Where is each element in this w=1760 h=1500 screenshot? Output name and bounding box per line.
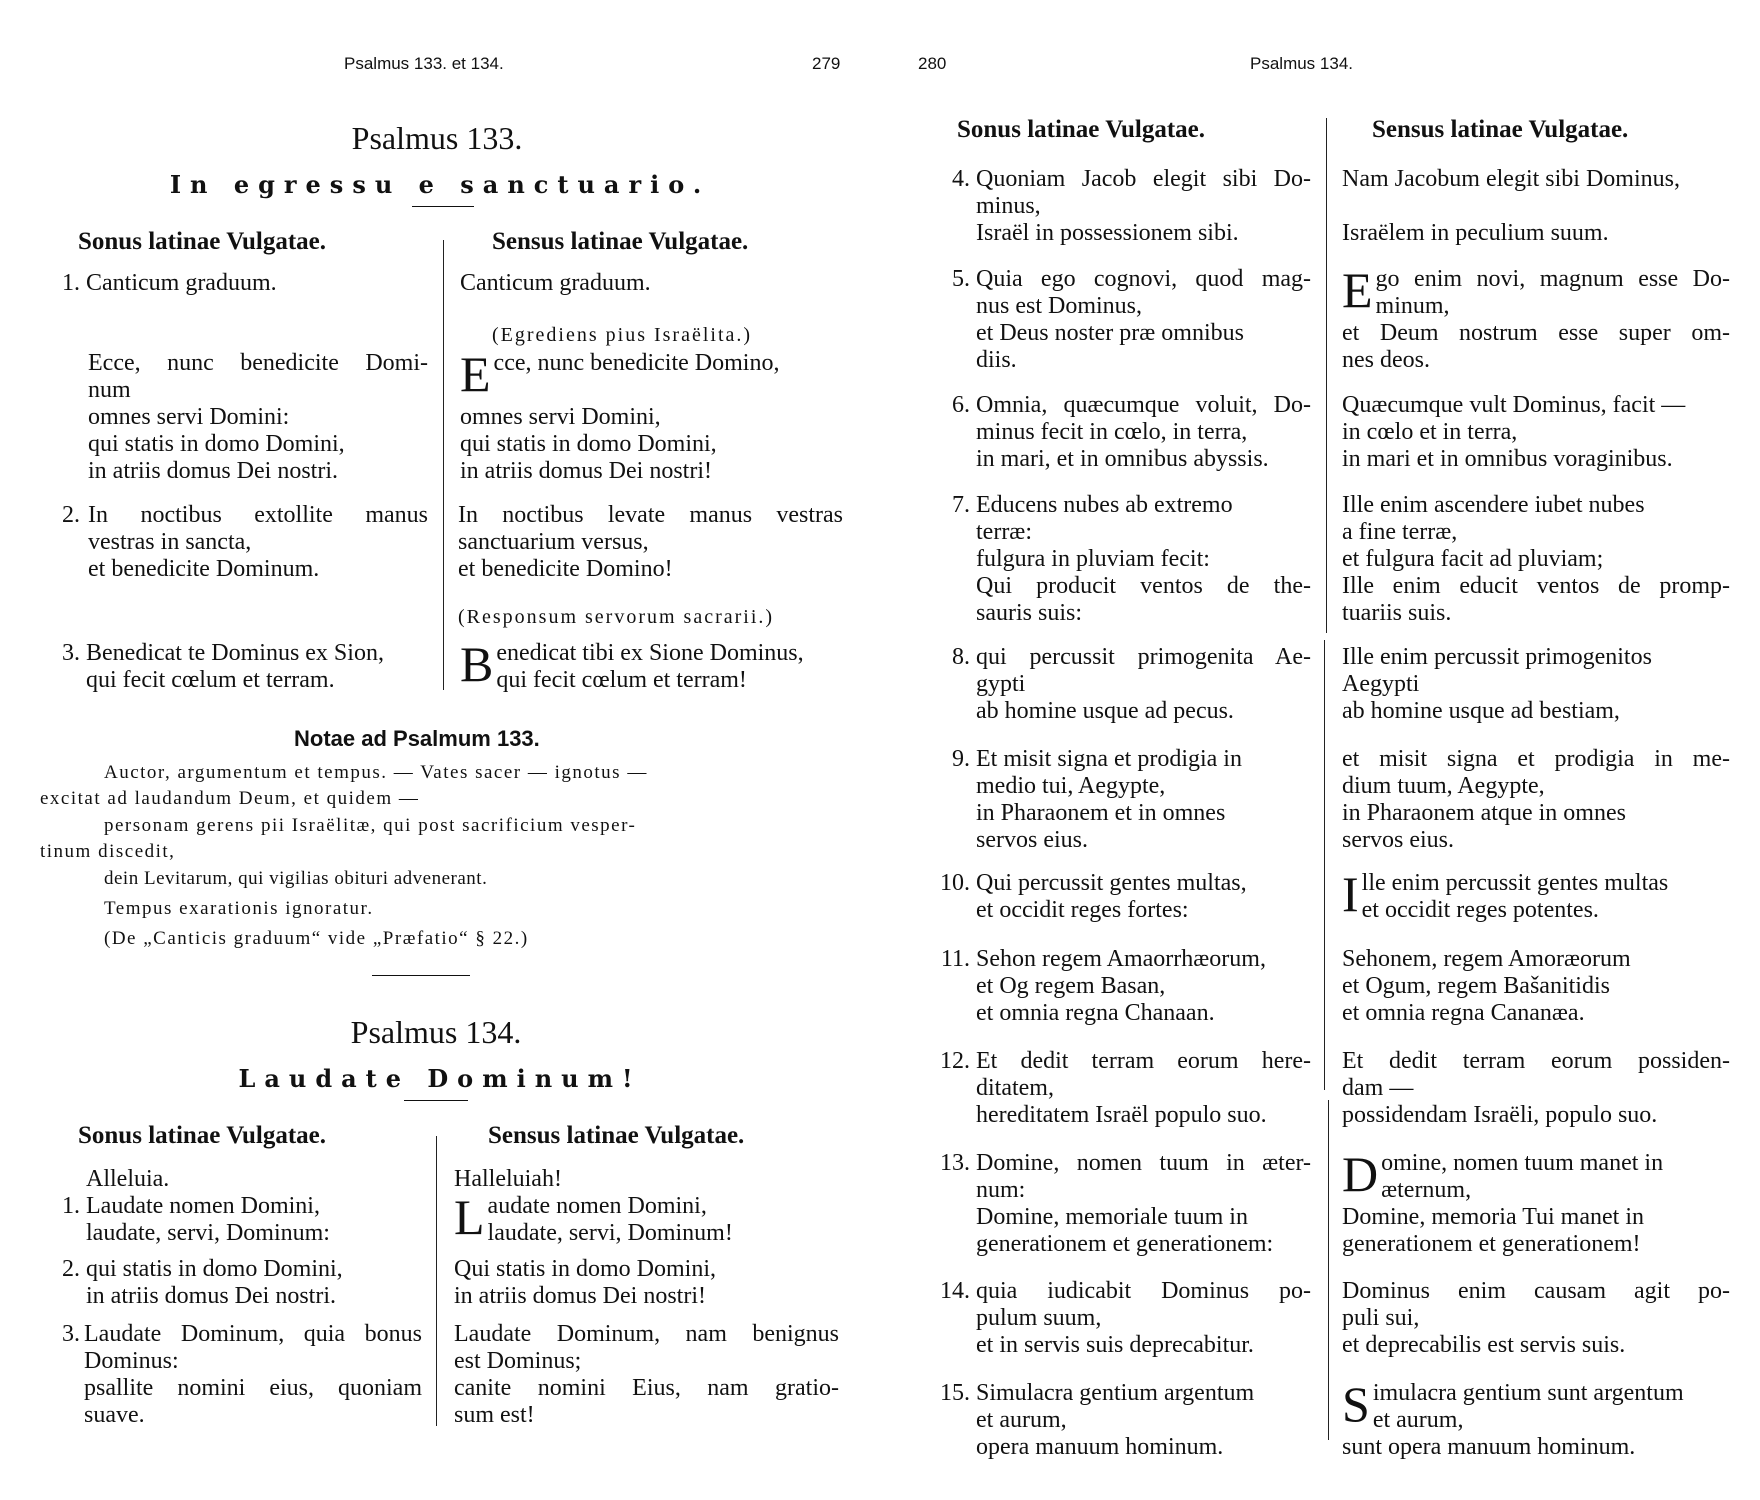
verse-line: servos eius. — [976, 827, 1088, 853]
verse-line: Benedicat te Dominus ex Sion, — [86, 640, 384, 666]
verse-line: num: — [976, 1177, 1026, 1203]
verse-line: tuariis suis. — [1342, 600, 1452, 626]
note-line: excitat ad laudandum Deum, et quidem — — [40, 788, 420, 809]
verse-line: et occidit reges potentes. — [1361, 897, 1599, 923]
verse-line — [460, 377, 840, 404]
rubric-text: (Responsum servorum sacrarii.) — [458, 606, 775, 628]
verse-number: 3. — [62, 640, 80, 666]
verse-line: Et misit signa et prodigia in — [976, 746, 1242, 772]
note-line: personam gerens pii Israëlitæ, qui post sacrificium vesper- — [104, 815, 637, 836]
verse-line: in atriis domus Dei nostri! — [454, 1283, 706, 1309]
verse-line: Canticum graduum. — [86, 270, 277, 296]
verse-line: Sehon regem Amaorrhæorum, — [976, 946, 1266, 972]
verse-line: omnes servi Domini: — [88, 404, 290, 430]
drop-cap: S — [1342, 1376, 1370, 1432]
verse-line: et Deus noster præ omnibus — [976, 320, 1244, 346]
verse-line: gypti — [976, 671, 1026, 697]
verse-number: 14. — [940, 1278, 970, 1304]
verse-line: qui fecit cœlum et terram! — [496, 667, 747, 693]
verse-line: qui statis in domo Domini, — [88, 431, 345, 457]
verse-line: Ille enim educit ventos de promp- — [1342, 573, 1730, 599]
verse-line: diis. — [976, 347, 1017, 373]
verse-line: sanctuarium versus, — [458, 529, 649, 555]
verse-line: ab homine usque ad bestiam, — [1342, 698, 1620, 724]
verse-line: Dominus enim causam agit po- — [1342, 1278, 1730, 1304]
drop-cap: I — [1342, 866, 1359, 922]
verse-12-sonus — [940, 1048, 1311, 1129]
column-divider — [1326, 118, 1327, 633]
verse-3-sensus — [454, 1321, 839, 1429]
verse-4-sonus — [952, 166, 1311, 247]
note-line: tinum discedit, — [40, 841, 176, 862]
verse-line: Israëlem in peculium suum. — [1342, 220, 1609, 246]
verse-8-sensus — [1342, 644, 1730, 725]
note-line: Tempus exarationis ignoratur. — [104, 898, 374, 919]
verse-number: 6. — [952, 392, 970, 418]
notes-heading: Notae ad Psalmum 133. — [294, 726, 540, 751]
divider — [404, 1100, 468, 1101]
verse-7-sonus — [952, 492, 1311, 627]
verse-number: 3. — [62, 1321, 80, 1347]
verse-line: Quæcumque vult Dominus, facit — — [1342, 392, 1686, 418]
verse-line: Ille enim ascendere iubet nubes — [1342, 492, 1645, 518]
verse-line: laudate, servi, Dominum! — [487, 1220, 733, 1246]
verse-line: et deprecabilis est servis suis. — [1342, 1332, 1626, 1358]
verse-3-sensus — [460, 636, 845, 694]
verse-line: cce, nunc benedicite Domino, — [493, 350, 780, 376]
verse-line: Qui producit ventos de the- — [976, 573, 1311, 599]
verse-line: sauris suis: — [976, 600, 1083, 626]
verse-3-sonus — [62, 1321, 422, 1429]
verse-line: suave. — [84, 1402, 145, 1428]
verse-line: Domine, memoriale tuum in — [976, 1204, 1248, 1230]
verse-1-sonus — [62, 270, 426, 297]
verse-line: et omnia regna Cananæa. — [1342, 1000, 1585, 1026]
verse-5-sensus — [1342, 262, 1730, 374]
verse-number: 1. — [62, 1193, 80, 1219]
verse-line: omine, nomen tuum manet in — [1381, 1150, 1664, 1176]
verse-11-sonus — [940, 946, 1311, 1027]
verse-7-sensus — [1342, 492, 1730, 627]
note-line: (De „Canticis graduum“ vide „Præfatio“ § 22.) — [104, 928, 529, 949]
column-divider — [1328, 1100, 1329, 1440]
verse-line: æternum, — [1381, 1177, 1472, 1203]
verse-number: 9. — [952, 746, 970, 772]
verse-line: in cœlo et in terra, — [1342, 419, 1518, 445]
rubric — [492, 322, 842, 349]
verse-line: Laudate Dominum, quia bonus — [84, 1321, 422, 1347]
verse-line: est Dominus; — [454, 1348, 582, 1374]
verse-line: in atriis domus Dei nostri! — [460, 458, 712, 484]
verse-line: minus fecit in cœlo, in terra, — [976, 419, 1248, 445]
running-head: Psalmus 133. et 134. — [344, 54, 504, 73]
verse-2-sensus — [454, 1256, 834, 1310]
verse-line: qui percussit primogenita Ae- — [976, 644, 1311, 670]
verse-line: terræ: — [976, 519, 1032, 545]
verse-line: omnes servi Domini, — [460, 404, 661, 430]
verse-line: dium tuum, Aegypte, — [1342, 773, 1545, 799]
verse-14-sensus — [1342, 1278, 1730, 1359]
verse-line: minum, — [1375, 293, 1450, 319]
column-head-sonus: Sonus latinae Vulgatae. — [78, 228, 326, 255]
verse-line: sunt opera manuum hominum. — [1342, 1434, 1636, 1460]
psalm-title: Psalmus 134. — [350, 1014, 522, 1050]
verse-line: Et dedit terram eorum here- — [976, 1048, 1311, 1074]
verse-line: Ecce, nunc benedicite Domi- — [88, 350, 428, 376]
verse-10-sensus — [1342, 866, 1730, 924]
verse-13-sonus — [940, 1150, 1311, 1258]
verse-line: et in servis suis deprecabitur. — [976, 1332, 1254, 1358]
verse-line: Halleluiah! — [454, 1166, 562, 1192]
verse-number: 1. — [62, 270, 80, 296]
verse-line: et benedicite Dominum. — [88, 556, 320, 582]
verse-number: 11. — [940, 946, 970, 972]
verse-line: qui statis in domo Domini, — [460, 431, 717, 457]
verse-line: Nam Jacobum elegit sibi Dominus, — [1342, 166, 1680, 192]
verse-line: minus, — [976, 193, 1041, 219]
verse-11-sensus — [1342, 946, 1730, 1027]
verse-line: generationem et generationem! — [1342, 1231, 1641, 1257]
verse-line: ab homine usque ad pecus. — [976, 698, 1234, 724]
verse-line: fulgura in pluviam fecit: — [976, 546, 1210, 572]
verse-line: lle enim percussit gentes multas — [1361, 870, 1669, 896]
verse-2-sensus — [458, 502, 843, 583]
column-divider — [436, 1136, 437, 1426]
psalm-title: Psalmus 133. — [351, 120, 523, 156]
psalm-subtitle: Laudate Dominum! — [238, 1064, 642, 1093]
verse-number: 15. — [940, 1380, 970, 1406]
column-divider — [1324, 640, 1325, 1090]
verse-line: qui fecit cœlum et terram. — [86, 667, 335, 693]
page-number: 279 — [812, 54, 841, 73]
column-head-sonus: Sonus latinae Vulgatae. — [78, 1122, 326, 1149]
verse-line: audate nomen Domini, — [487, 1193, 707, 1219]
verse-line: opera manuum hominum. — [976, 1434, 1224, 1460]
verse-1-sensus — [460, 270, 840, 297]
verse-line: generationem et generationem: — [976, 1231, 1274, 1257]
verse-line: quia iudicabit Dominus po- — [976, 1278, 1311, 1304]
verse-line: et aurum, — [976, 1407, 1067, 1433]
drop-cap: E — [1342, 262, 1373, 318]
verse-line: hereditatem Israël populo suo. — [976, 1102, 1267, 1128]
verse-line: nes deos. — [1342, 347, 1430, 373]
verse-0-sensus — [454, 1166, 834, 1193]
psalm-subtitle: In egressu e sanctuario. — [169, 170, 711, 199]
verse-line: puli sui, — [1342, 1305, 1420, 1331]
verse-line: Sehonem, regem Amoræorum — [1342, 946, 1631, 972]
verse-4-sensus — [1342, 166, 1730, 247]
verse-line: go enim novi, magnum esse Do- — [1375, 266, 1730, 292]
verse-1b-sonus — [88, 350, 428, 485]
verse-line: in mari et in omnibus voraginibus. — [1342, 446, 1673, 472]
verse-line: a fine terræ, — [1342, 519, 1458, 545]
verse-number: 12. — [940, 1048, 970, 1074]
verse-line: qui statis in domo Domini, — [86, 1256, 343, 1282]
verse-line: Dominus: — [84, 1348, 179, 1374]
verse-line: laudate, servi, Dominum: — [86, 1220, 330, 1246]
verse-line: canite nomini Eius, nam gratio- — [454, 1375, 839, 1401]
verse-line: Domine, nomen tuum in æter- — [976, 1150, 1311, 1176]
verse-line: servos eius. — [1342, 827, 1454, 853]
column-head-sensus: Sensus latinae Vulgatae. — [488, 1122, 745, 1149]
verse-number: 10. — [940, 870, 970, 896]
verse-14-sonus — [940, 1278, 1311, 1359]
verse-line: medio tui, Aegypte, — [976, 773, 1166, 799]
verse-6-sonus — [952, 392, 1311, 473]
divider — [412, 206, 474, 207]
verse-number: 13. — [940, 1150, 970, 1176]
verse-2-sonus — [62, 1256, 416, 1310]
verse-8-sonus — [952, 644, 1311, 725]
page-number: 280 — [918, 54, 947, 73]
verse-9-sonus — [952, 746, 1311, 854]
verse-line: Laudate Dominum, nam benignus — [454, 1321, 839, 1347]
verse-line: Alleluia. — [86, 1166, 170, 1192]
drop-cap: L — [454, 1189, 485, 1245]
verse-line: et fulgura facit ad pluviam; — [1342, 546, 1604, 572]
verse-line: vestras in sancta, — [88, 529, 252, 555]
verse-line: Quoniam Jacob elegit sibi Do- — [976, 166, 1311, 192]
verse-line: nus est Dominus, — [976, 293, 1143, 319]
verse-line: in atriis domus Dei nostri. — [88, 458, 338, 484]
verse-line: psallite nomini eius, quoniam — [84, 1375, 422, 1401]
verse-number: 5. — [952, 266, 970, 292]
verse-line: et Deum nostrum esse super om- — [1342, 320, 1730, 346]
verse-number: 4. — [952, 166, 970, 192]
drop-cap: B — [460, 636, 494, 692]
note-line: dein Levitarum, qui vigilias obituri advenerant. — [104, 868, 488, 889]
verse-line: et omnia regna Chanaan. — [976, 1000, 1215, 1026]
verse-15-sensus — [1342, 1376, 1730, 1461]
verse-number: 2. — [62, 1256, 80, 1282]
verse-1-sonus — [62, 1193, 416, 1247]
verse-line: Educens nubes ab extremo — [976, 492, 1233, 518]
verse-5-sonus — [952, 266, 1311, 374]
verse-2-sonus — [62, 502, 428, 583]
verse-line: Simulacra gentium argentum — [976, 1380, 1255, 1406]
verse-line: et misit signa et prodigia in me- — [1342, 746, 1730, 772]
verse-line: possidendam Israëli, populo suo. — [1342, 1102, 1658, 1128]
drop-cap: D — [1342, 1146, 1379, 1202]
rubric-text: (Egrediens pius Israëlita.) — [492, 324, 753, 346]
verse-13-sensus — [1342, 1146, 1730, 1258]
verse-line: Qui percussit gentes multas, — [976, 870, 1247, 896]
verse-line: in atriis domus Dei nostri. — [86, 1283, 336, 1309]
verse-line: dam — — [1342, 1075, 1414, 1101]
drop-cap: E — [460, 346, 491, 402]
verse-9-sensus — [1342, 746, 1730, 854]
verse-line: Laudate nomen Domini, — [86, 1193, 320, 1219]
verse-line — [1342, 193, 1730, 220]
verse-line: Et dedit terram eorum possiden- — [1342, 1048, 1730, 1074]
column-head-sonus: Sonus latinae Vulgatae. — [957, 116, 1205, 143]
right-page — [880, 0, 1760, 1500]
verse-line: et aurum, — [1372, 1407, 1464, 1433]
verse-line: sum est! — [454, 1402, 535, 1428]
verse-line: ditatem, — [976, 1075, 1054, 1101]
verse-line: Ille enim percussit primogenitos — [1342, 644, 1652, 670]
verse-line: Omnia, quæcumque voluit, Do- — [976, 392, 1311, 418]
verse-line: Canticum graduum. — [460, 270, 651, 296]
verse-line: imulacra gentium sunt argentum — [1372, 1380, 1684, 1406]
verse-line: num — [88, 377, 131, 403]
verse-15-sonus — [940, 1380, 1311, 1461]
rubric — [458, 604, 843, 631]
column-head-sensus: Sensus latinae Vulgatae. — [492, 228, 749, 255]
verse-line: In noctibus extollite manus — [88, 502, 428, 528]
verse-line: in Pharaonem atque in omnes — [1342, 800, 1626, 826]
verse-number: 2. — [62, 502, 80, 528]
column-divider — [443, 240, 444, 690]
verse-line: in Pharaonem et in omnes — [976, 800, 1226, 826]
note-line: Auctor, argumentum et tempus. — Vates sacer — ignotus — — [104, 762, 648, 783]
verse-1-sensus — [454, 1189, 834, 1247]
divider — [372, 975, 470, 976]
verse-6-sensus — [1342, 392, 1730, 473]
verse-line: et Og regem Basan, — [976, 973, 1166, 999]
verse-line: Quia ego cognovi, quod mag- — [976, 266, 1311, 292]
verse-line: Qui statis in domo Domini, — [454, 1256, 717, 1282]
column-head-sensus: Sensus latinae Vulgatae. — [1372, 116, 1629, 143]
verse-line: Aegypti — [1342, 671, 1420, 697]
running-head: Psalmus 134. — [1250, 54, 1353, 73]
verse-line: pulum suum, — [976, 1305, 1102, 1331]
verse-10-sonus — [940, 870, 1311, 924]
verse-0-sonus — [86, 1166, 416, 1193]
verse-line: Domine, memoria Tui manet in — [1342, 1204, 1644, 1230]
verse-line: in mari, et in omnibus abyssis. — [976, 446, 1269, 472]
verse-line: et occidit reges fortes: — [976, 897, 1189, 923]
verse-line: Israël in possessionem sibi. — [976, 220, 1239, 246]
verse-number: 8. — [952, 644, 970, 670]
verse-line: In noctibus levate manus vestras — [458, 502, 843, 528]
verse-line: et benedicite Domino! — [458, 556, 673, 582]
verse-1b-sensus — [460, 346, 840, 485]
verse-number: 7. — [952, 492, 970, 518]
verse-line: et Ogum, regem Bašanitidis — [1342, 973, 1610, 999]
verse-12-sensus — [1342, 1048, 1730, 1129]
verse-line: enedicat tibi ex Sione Dominus, — [496, 640, 804, 666]
verse-3-sonus — [62, 640, 431, 694]
